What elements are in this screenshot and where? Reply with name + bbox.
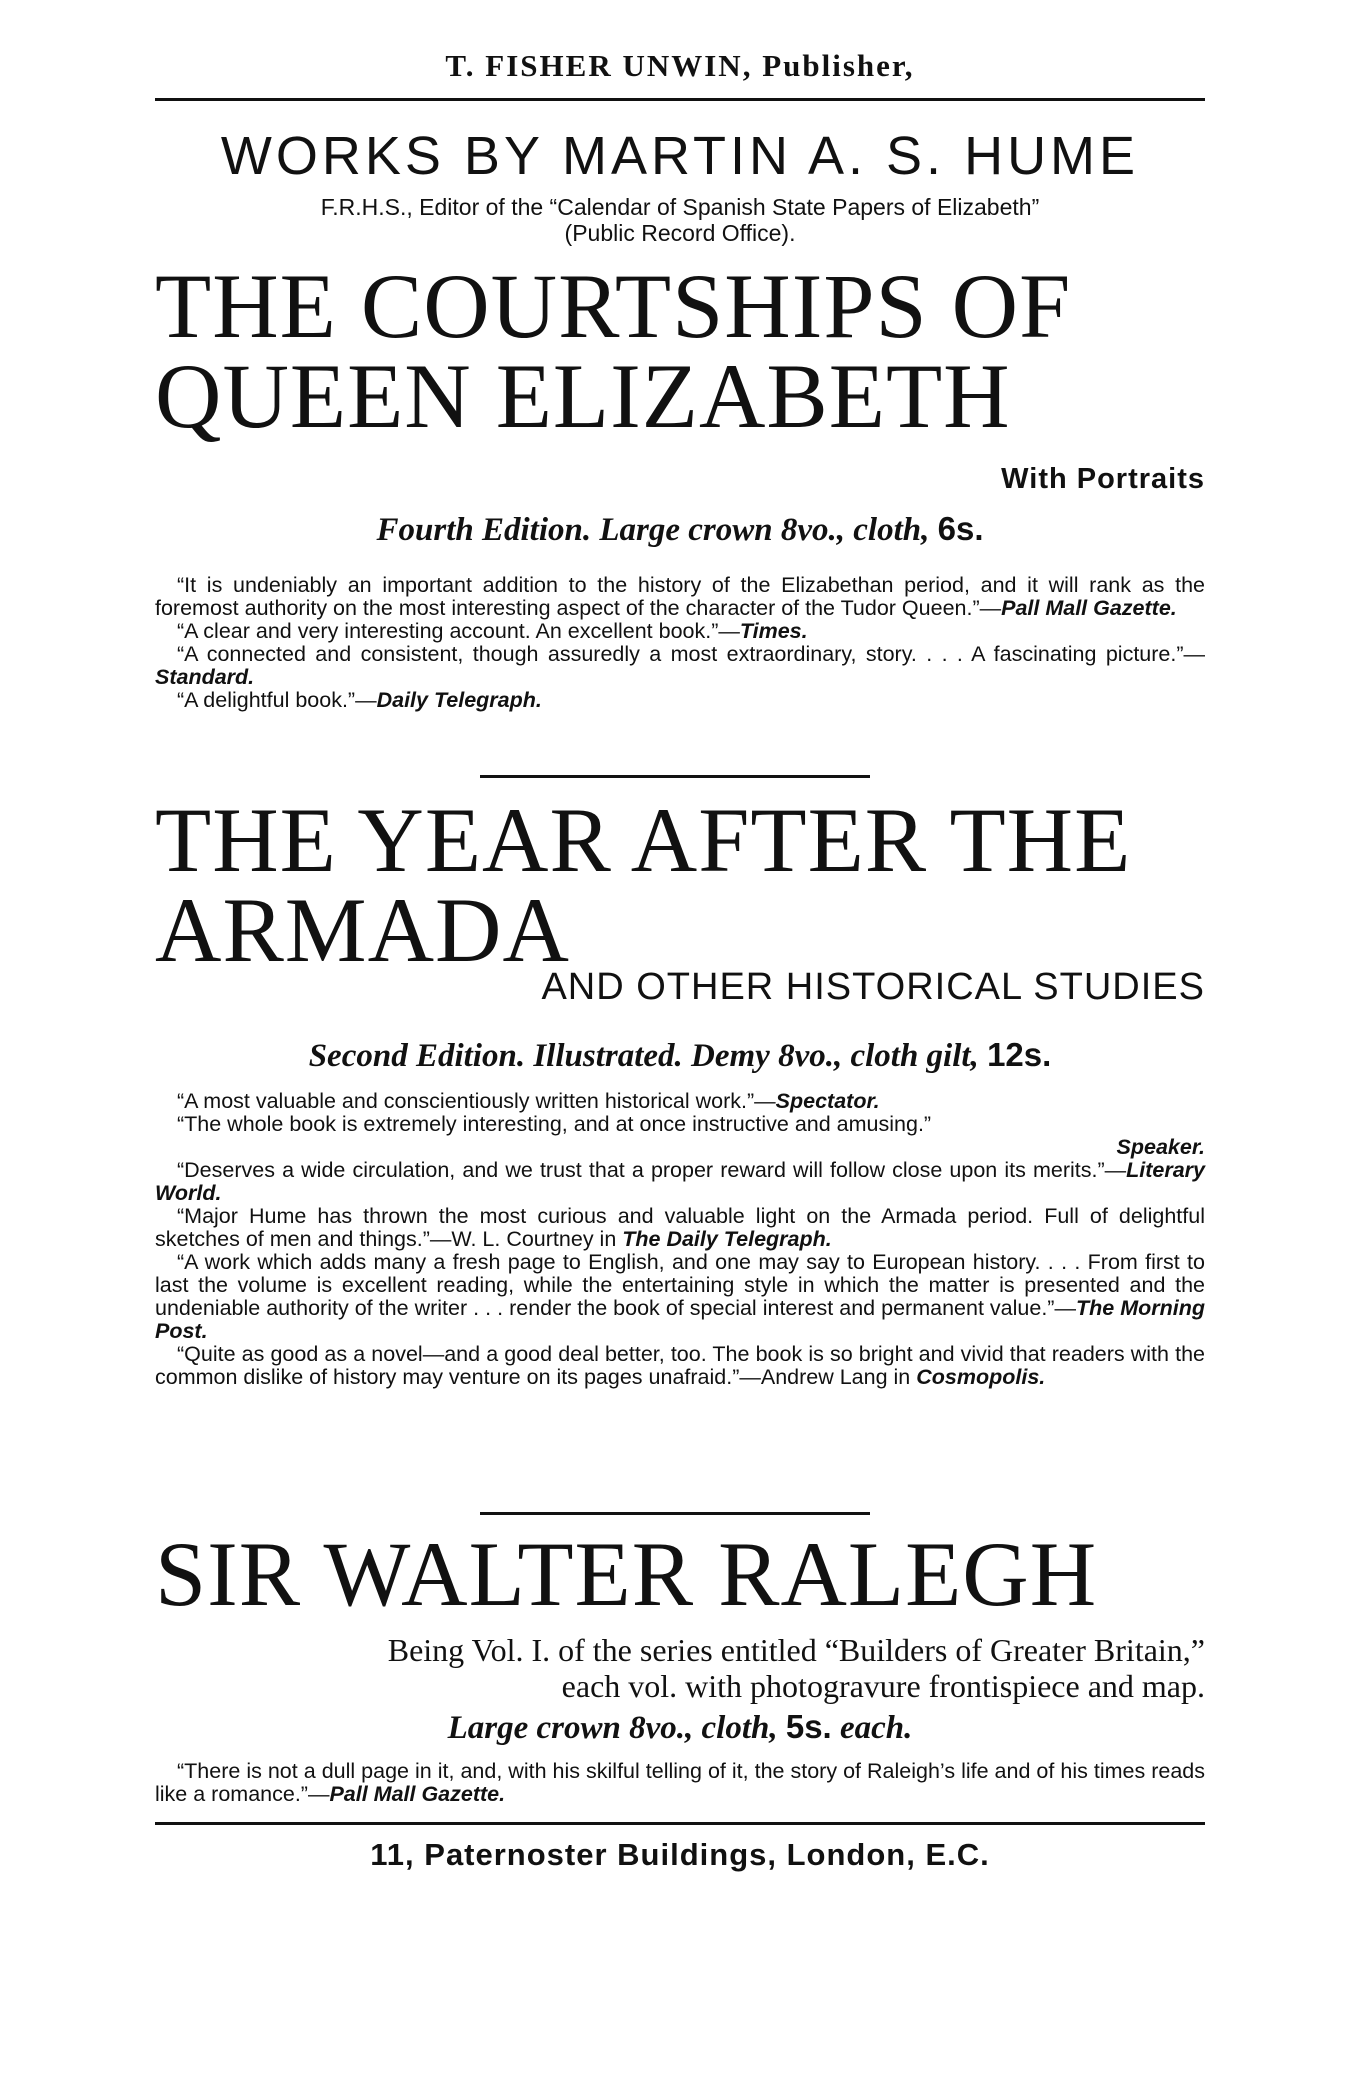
divider-2	[480, 1512, 870, 1515]
book1-title-line-1: THE COURTSHIPS OF	[155, 255, 1072, 357]
book2-reviews	[155, 1090, 1205, 1389]
book3-edition-suffix: each.	[839, 1710, 913, 1746]
book1-review: “A clear and very interesting account. An excellent book.”—Times.	[177, 619, 808, 643]
book2-review: “Major Hume has thrown the most curious and valuable light on the Armada period. Full of delightful sketches of men and things.”—W. L. Courtney in The Daily Telegraph.	[155, 1204, 1205, 1251]
publisher-address: 11, Paternoster Buildings, London, E.C.	[370, 1837, 990, 1872]
book2-subtitle: AND OTHER HISTORICAL STUDIES	[541, 966, 1205, 1008]
book1-review: “A delightful book.”—Daily Telegraph.	[177, 688, 542, 712]
works-title: WORKS BY MARTIN A. S. HUME	[220, 126, 1140, 186]
book3-edition-text: Large crown 8vo., cloth,	[447, 1710, 778, 1746]
book3-price: 5s.	[785, 1708, 832, 1745]
book1-review: “A connected and consistent, though assuredly a most extraordinary, story. . . . A fascinating picture.”—Standard.	[155, 642, 1205, 689]
publisher-heading: T. FISHER UNWIN, Publisher,	[445, 48, 915, 83]
book1-reviews	[155, 574, 1205, 712]
top-rule	[155, 98, 1205, 101]
book1-review: “It is undeniably an important addition to the history of the Elizabethan period, and it will rank as the foremost authority on the most interesting aspect of the character of the Tudor Queen.”—Pall Mall Gazette.	[155, 573, 1205, 620]
book2-review: “Quite as good as a novel—and a good deal better, too. The book is so bright and vivid that readers with the common dislike of history may venture on its pages unafraid.”—Andrew Lang in Cosmopolis.	[155, 1342, 1205, 1389]
book2-edition-text: Second Edition. Illustrated. Demy 8vo., cloth gilt,	[308, 1038, 979, 1074]
book2-review: “The whole book is extremely interesting, and at once instructive and amusing.” Speaker.	[177, 1112, 1205, 1159]
book2-title-line-2: ARMADA	[155, 879, 570, 981]
book2-edition	[155, 1036, 1205, 1075]
book3-review: “There is not a dull page in it, and, with his skilful telling of it, the story of Raleigh’s life and of his times reads like a romance.”—Pall Mall Gazette.	[155, 1759, 1205, 1806]
book1-portraits-note: With Portraits	[1001, 463, 1205, 495]
book2-review: “Deserves a wide circulation, and we trust that a proper reward will follow close upon its merits.”—Literary World.	[155, 1158, 1205, 1205]
book2-review: “A work which adds many a fresh page to English, and one may say to European history. . . . From first to last the volume is excellent reading, while the entertaining style in which the matter is presented and the undeniable authority of the writer . . . render the book of special interest and permanent value.”—The Morning Post.	[155, 1250, 1205, 1343]
book3-title: SIR WALTER RALEGH	[155, 1523, 1098, 1625]
book3-reviews	[155, 1760, 1205, 1806]
book2-title-line-1: THE YEAR AFTER THE	[155, 789, 1132, 891]
divider-1	[480, 775, 870, 778]
book1-edition-text: Fourth Edition. Large crown 8vo., cloth,	[376, 512, 930, 548]
bottom-rule	[155, 1822, 1205, 1825]
book3-edition	[155, 1708, 1205, 1747]
credential-line-1: F.R.H.S., Editor of the “Calendar of Spanish State Papers of Elizabeth”	[320, 194, 1040, 220]
book2-review: “A most valuable and conscientiously written historical work.”—Spectator.	[177, 1089, 880, 1113]
book1-edition	[155, 510, 1205, 549]
book3-description: Being Vol. I. of the series entitled “Builders of Greater Britain,” each vol. with photogravure frontispiece and map.	[387, 1632, 1205, 1704]
book1-price: 6s.	[937, 510, 984, 547]
credential-line-2: (Public Record Office).	[564, 220, 796, 246]
book1-title-line-2: QUEEN ELIZABETH	[155, 345, 1011, 447]
book2-price: 12s.	[987, 1036, 1052, 1073]
